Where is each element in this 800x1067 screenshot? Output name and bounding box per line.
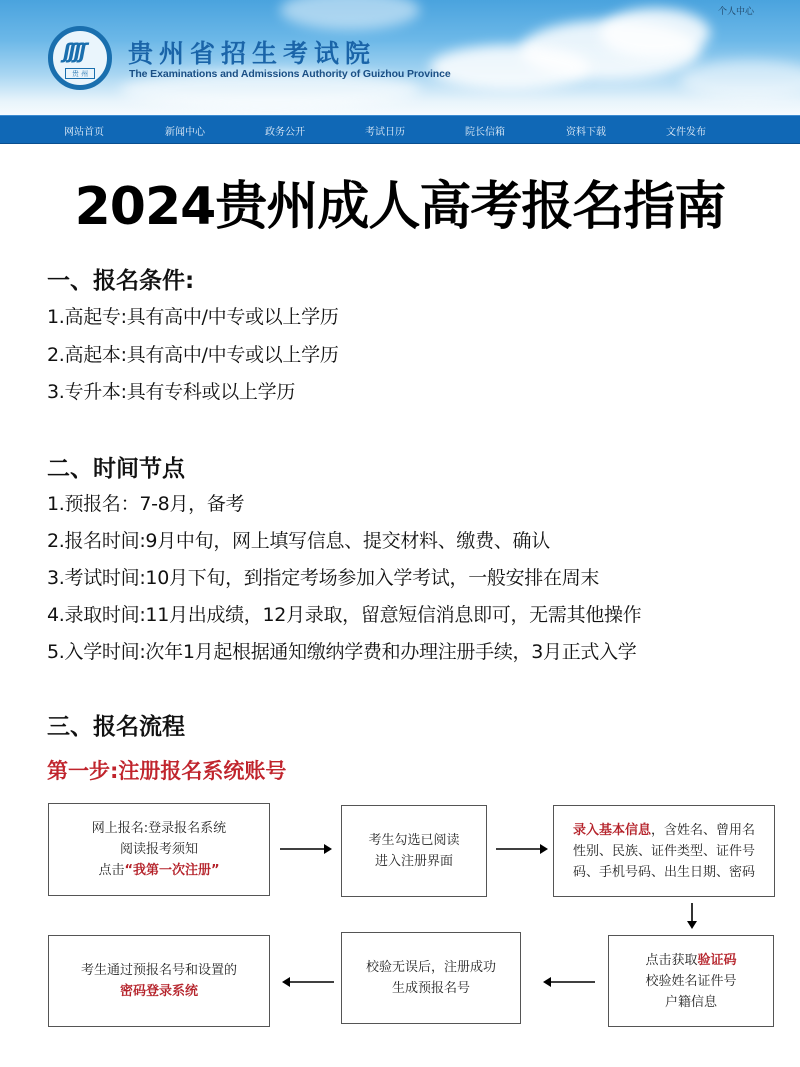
nav-item-mailbox[interactable]: 院长信箱 (465, 127, 505, 138)
nav-item-downloads[interactable]: 资料下载 (566, 127, 606, 138)
flow-text: 户籍信息 (664, 994, 717, 1010)
site-logo-icon[interactable] (48, 26, 112, 90)
timeline-item: 4.录取时间:11月出成绩，12月录取，留意短信消息即可，无需其他操作 (47, 604, 642, 626)
flow-text: 码、手机号码、出生日期、密码 (572, 864, 755, 880)
arrow-left-icon (282, 975, 334, 989)
section-heading-timeline: 二、时间节点 (47, 456, 185, 482)
cloud-decoration (680, 60, 800, 100)
flow-step-agree (341, 805, 487, 897)
logo-mark: ʃʃʃʃ (63, 39, 85, 63)
flow-text: 校验姓名证件号 (645, 973, 737, 989)
section-heading-conditions: 一、报名条件: (47, 268, 195, 294)
flow-step-basic-info (553, 805, 775, 897)
main-nav (0, 115, 800, 144)
condition-item: 3.专升本:具有专科或以上学历 (47, 381, 296, 403)
flow-text: 阅读报考须知 (119, 842, 198, 857)
arrow-right-icon (496, 842, 548, 856)
flow-step-login-system (48, 935, 270, 1027)
step-title: 第一步:注册报名系统账号 (47, 759, 287, 783)
arrow-right-icon (280, 842, 332, 856)
nav-item-documents[interactable]: 文件发布 (666, 127, 706, 138)
page-title: 2024贵州成人高考报名指南 (74, 177, 726, 237)
flow-step-register-success (341, 932, 521, 1024)
flow-text: 进入注册界面 (374, 854, 453, 869)
timeline-item: 2.报名时间:9月中旬，网上填写信息、提交材料、缴费、确认 (47, 530, 550, 552)
user-center-link[interactable]: 个人中心 (718, 7, 755, 17)
flow-text: 生成预报名号 (391, 981, 470, 996)
flow-text-prefix: 点击获取 (645, 952, 698, 968)
flow-text: 性别、民族、证件类型、证件号 (572, 843, 755, 859)
cloud-decoration (430, 45, 590, 90)
flow-highlight-code: 验证码 (697, 952, 737, 968)
flow-text: 考生勾选已阅读 (368, 833, 460, 848)
flow-step-login (48, 803, 270, 896)
nav-item-gov-info[interactable]: 政务公开 (265, 127, 305, 138)
flow-text (573, 820, 755, 841)
site-title-cn: 贵州省招生考试院 (128, 39, 377, 68)
nav-item-home[interactable]: 网站首页 (64, 127, 104, 138)
flow-step-verify-code (608, 935, 774, 1027)
flow-text: 校验无误后，注册成功 (365, 960, 496, 975)
arrow-left-icon (543, 975, 595, 989)
condition-item: 2.高起本:具有高中/中专或以上学历 (47, 344, 339, 366)
cloud-decoration (280, 0, 420, 30)
flow-text (98, 860, 219, 881)
logo-label: 贵 州 (65, 68, 95, 79)
nav-item-calendar[interactable]: 考试日历 (365, 127, 405, 138)
site-header-banner (0, 0, 800, 115)
flow-highlight-password-login: 密码登录系统 (119, 984, 198, 999)
timeline-item: 1.预报名：7-8月，备考 (47, 493, 245, 515)
flow-text-prefix: 点击 (98, 863, 125, 878)
flow-highlight-basic-info: 录入基本信息 (572, 822, 651, 838)
arrow-down-icon (685, 903, 699, 929)
flow-highlight-register: “我第一次注册” (124, 863, 220, 878)
flow-text: 考生通过预报名号和设置的 (80, 963, 237, 978)
timeline-item: 5.入学时间:次年1月起根据通知缴纳学费和办理注册手续，3月正式入学 (47, 641, 637, 663)
site-title-en: The Examinations and Admissions Authority of Guizhou Province (129, 68, 451, 80)
cloud-decoration (600, 8, 710, 58)
flow-text-rest: ，含姓名、曾用名 (651, 822, 756, 838)
timeline-item: 3.考试时间:10月下旬，到指定考场参加入学考试，一般安排在周末 (47, 567, 600, 589)
nav-item-news[interactable]: 新闻中心 (165, 127, 205, 138)
condition-item: 1.高起专:具有高中/中专或以上学历 (47, 306, 339, 328)
flow-text: 网上报名:登录报名系统 (91, 821, 227, 836)
section-heading-process: 三、报名流程 (47, 714, 185, 740)
flow-text (645, 950, 736, 971)
